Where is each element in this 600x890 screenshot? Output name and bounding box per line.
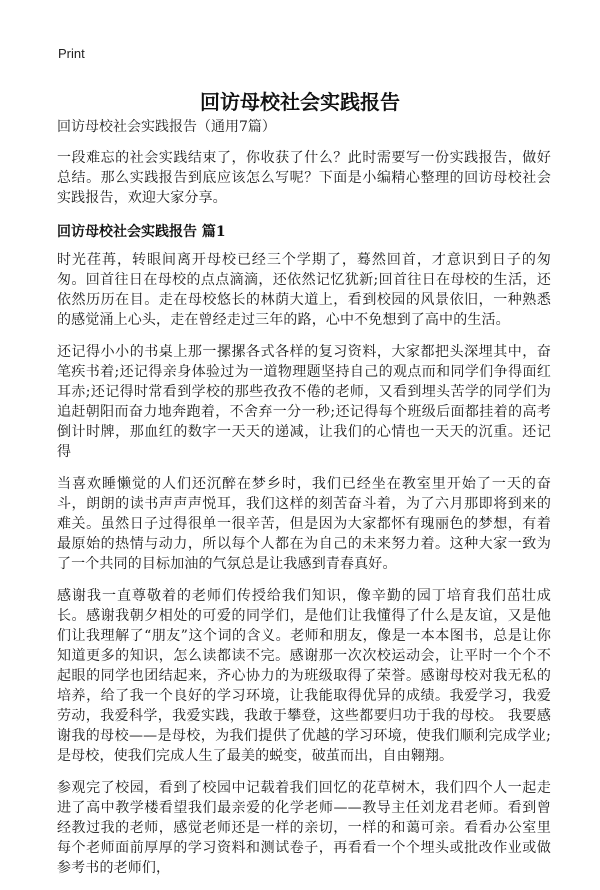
body-paragraph: 参观完了校园，看到了校园中记载着我们回忆的花草树木，我们四个人一起走进了高中教学楼看望我们最亲爱的化学老师——教导主任刘龙君老师。看到曾经教过我的老师，感觉老师还是一样的亲切，一样的和蔼可亲。看看办公室里每个老师面前厚厚的学习资料和测试卷子，再看看一个个埋头或批改作业或做参考书的老师们， [57, 780, 551, 876]
intro-paragraph: 一段难忘的社会实践结束了，你收获了什么？此时需要写一份实践报告，做好总结。那么实践报告到底应该怎么写呢？下面是小编精心整理的回访母校社会实践报告，欢迎大家分享。 [57, 150, 551, 206]
section-heading: 回访母校社会实践报告 篇1 [57, 224, 226, 240]
article-body [57, 118, 551, 890]
body-paragraph: 还记得小小的书桌上那一摞摞各式各样的复习资料，大家都把头深埋其中，奋笔疾书着;还记得亲身体验过为一道物理题坚持自己的观点而和同学们争得面红耳赤;还记得时常看到学校的那些孜孜不倦的老师，又看到埋头苦学的同学们为追赶朝阳而奋力地奔跑着，不舍弃一分一秒;还记得每个班级后面都挂着的高考倒计时牌，那血红的数字一天天的递减，让我们的心情也一天天的沉重。还记得 [57, 344, 551, 460]
article-subtitle: 回访母校社会实践报告（通用7篇） [57, 119, 276, 135]
page-title: 回访母校社会实践报告 [200, 90, 400, 115]
print-link[interactable]: Print [58, 46, 85, 61]
body-paragraph: 当喜欢睡懒觉的人们还沉醉在梦乡时，我们已经坐在教室里开始了一天的奋斗，朗朗的读书声声声悦耳，我们这样的刻苦奋斗着，为了六月那即将到来的难关。虽然日子过得很单一很辛苦，但是因为大家都怀有瑰丽色的梦想，有着最原始的热情与动力，所以每个人都在为自己的未来努力着。这种大家一致为了一个共同的目标加油的气氛总是让我感到青春真好。 [57, 476, 551, 572]
body-paragraph: 感谢我一直尊敬着的老师们传授给我们知识，像辛勤的园丁培育我们茁壮成长。感谢我朝夕相处的可爱的同学们，是他们让我懂得了什么是友谊，又是他们让我理解了“朋友”这个词的含义。老师和朋友，像是一本本图书，总是让你知道更多的知识，怎么读都读不完。感谢那一次次校运动会，让平时一个个不起眼的同学也团结起来，齐心协力的为班级取得了荣誉。感谢母校对我无私的培养，给了我一个良好的学习环境，让我能取得优异的成绩。我爱学习，我爱劳动，我爱科学，我爱实践，我敢于攀登，这些都要归功于我的母校。 我要感谢我的母校——是母校，为我们提供了优越的学习环境，使我们顺利完成学业;是母校，使我们完成人生了最美的蜕变，破茧而出，自由翱翔。 [57, 588, 551, 764]
body-paragraph: 时光荏苒，转眼间离开母校已经三个学期了，蓦然回首，才意识到日子的匆匆。回首往日在母校的点点滴滴，还依然记忆犹新;回首往日在母校的生活，还依然历历在目。走在母校悠长的林荫大道上，看到校园的风景依旧，一种熟悉的感觉涌上心头，走在曾经走过三年的路，心中不免想到了高中的生活。 [57, 252, 551, 328]
